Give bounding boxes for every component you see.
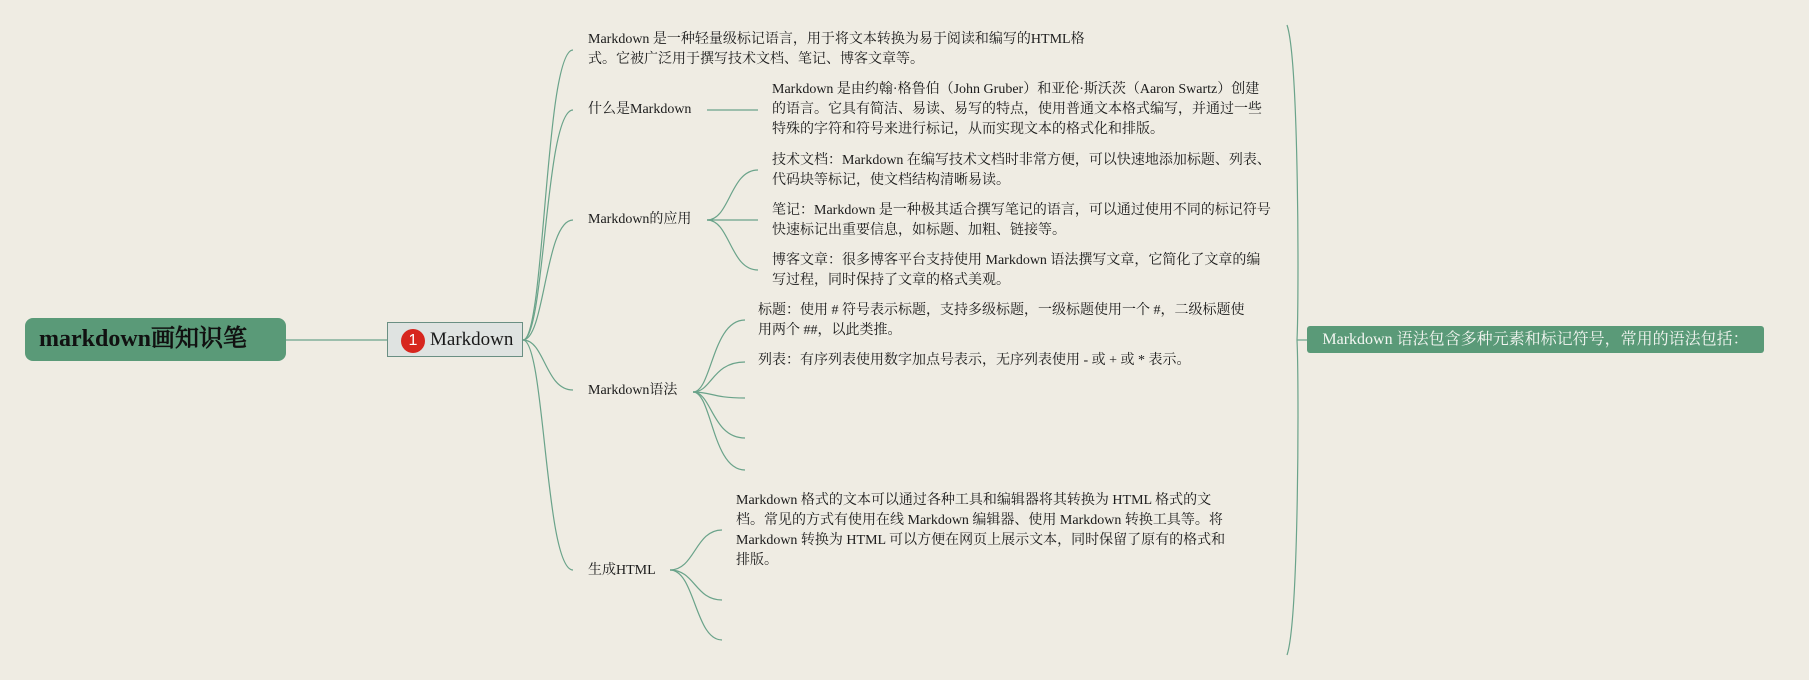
link-syntax-1 <box>693 320 745 392</box>
syntax-item-headings[interactable] <box>758 301 1258 341</box>
topic-html[interactable] <box>588 561 656 581</box>
topic-apps[interactable] <box>588 210 691 230</box>
link-center-intro <box>523 50 573 340</box>
central-topic[interactable] <box>387 322 523 357</box>
syntax-item-headings-text: 标题：使用 # 符号表示标题，支持多级标题，一级标题使用一个 #，二级标题使用两个 ##，以此类推。 <box>758 303 1245 338</box>
link-apps-1 <box>707 170 758 220</box>
priority-badge: 1 <box>401 329 425 353</box>
topic-apps-label: Markdown的应用 <box>588 212 692 227</box>
intro-text: Markdown 是一种轻量级标记语言，用于将文本转换为易于阅读和编写的HTML格式。它被广泛用于撰写技术文档、笔记、博客文章等。 <box>588 32 1085 67</box>
apps-item-blog-text: 博客文章：很多博客平台支持使用 Markdown 语法撰写文章，它简化了文章的编写过程，同时保持了文章的格式美观。 <box>772 253 1261 288</box>
link-syntax-5 <box>693 392 745 470</box>
summary-node[interactable] <box>1307 326 1764 353</box>
summary-text: Markdown 语法包含多种元素和标记符号，常用的语法包括： <box>1322 331 1749 348</box>
what-detail-node[interactable] <box>772 80 1272 140</box>
link-center-syntax <box>523 340 573 390</box>
topic-what[interactable] <box>588 100 691 120</box>
link-syntax-4 <box>693 392 745 438</box>
central-topic-label: Markdown <box>430 329 514 350</box>
link-center-apps <box>523 220 573 340</box>
link-html-detail <box>670 530 722 570</box>
link-center-html <box>523 340 573 570</box>
html-detail-text: Markdown 格式的文本可以通过各种工具和编辑器将其转换为 HTML 格式的文档。常见的方式有使用在线 Markdown 编辑器、使用 Markdown 转换工具等。将 Markdown 转换为 HTML 可以方便在网页上展示文本，同时保留了原有的格式和排版。 <box>736 493 1226 568</box>
apps-item-docs-text: 技术文档：Markdown 在编写技术文档时非常方便，可以快速地添加标题、列表、代码块等标记，使文档结构清晰易读。 <box>772 153 1271 188</box>
summary-brace <box>1287 25 1298 655</box>
syntax-item-lists-text: 列表：有序列表使用数字加点号表示，无序列表使用 - 或 + 或 * 表示。 <box>758 353 1191 368</box>
root-title: markdown画知识笔 <box>39 326 248 352</box>
topic-what-label: 什么是Markdown <box>588 102 692 117</box>
apps-item-notes-text: 笔记：Markdown 是一种极其适合撰写笔记的语言，可以通过使用不同的标记符号快速标记出重要信息，如标题、加粗、链接等。 <box>772 203 1271 238</box>
intro-node[interactable] <box>588 30 1100 70</box>
topic-html-label: 生成HTML <box>588 563 656 578</box>
html-detail-node[interactable] <box>736 491 1236 571</box>
what-detail-text: Markdown 是由约翰·格鲁伯（John Gruber）和亚伦·斯沃茨（Aaron Swartz）创建的语言。它具有简洁、易读、易写的特点，使用普通文本格式编写，并通过一些特殊的字符和符号来进行标记，从而实现文本的格式化和排版。 <box>772 82 1262 137</box>
link-center-what <box>523 110 573 340</box>
topic-syntax-label: Markdown语法 <box>588 383 678 398</box>
link-html-2 <box>670 570 722 600</box>
root-node[interactable] <box>25 318 286 361</box>
link-html-3 <box>670 570 722 640</box>
apps-item-notes[interactable] <box>772 201 1272 241</box>
syntax-item-lists[interactable] <box>758 351 1258 371</box>
topic-syntax[interactable] <box>588 381 677 401</box>
apps-item-blog[interactable] <box>772 251 1272 291</box>
apps-item-docs[interactable] <box>772 151 1272 191</box>
link-apps-3 <box>707 220 758 270</box>
